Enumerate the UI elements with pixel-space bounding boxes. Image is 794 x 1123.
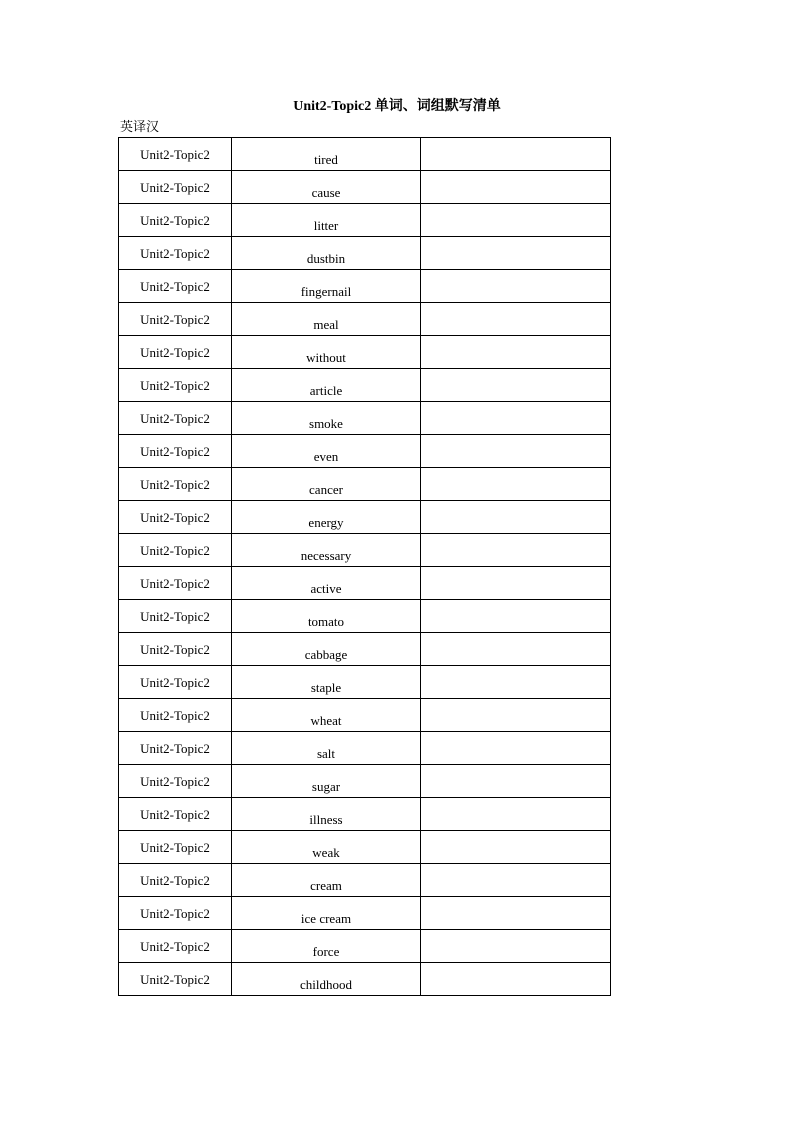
table-row (119, 534, 611, 567)
answer-cell[interactable] (421, 567, 611, 600)
word-cell: article (232, 369, 421, 402)
unit-cell: Unit2-Topic2 (119, 864, 232, 897)
answer-cell[interactable] (421, 303, 611, 336)
unit-cell: Unit2-Topic2 (119, 138, 232, 171)
answer-cell[interactable] (421, 336, 611, 369)
table-row (119, 699, 611, 732)
word-cell: weak (232, 831, 421, 864)
answer-cell[interactable] (421, 369, 611, 402)
answer-cell[interactable] (421, 534, 611, 567)
table-row (119, 831, 611, 864)
answer-cell[interactable] (421, 237, 611, 270)
word-cell: active (232, 567, 421, 600)
unit-cell: Unit2-Topic2 (119, 204, 232, 237)
answer-cell[interactable] (421, 897, 611, 930)
answer-cell[interactable] (421, 171, 611, 204)
unit-cell: Unit2-Topic2 (119, 732, 232, 765)
page-title: Unit2-Topic2 单词、词组默写清单 (293, 99, 501, 114)
word-cell: dustbin (232, 237, 421, 270)
unit-cell: Unit2-Topic2 (119, 336, 232, 369)
answer-cell[interactable] (421, 666, 611, 699)
word-cell: tomato (232, 600, 421, 633)
table-row (119, 402, 611, 435)
unit-cell: Unit2-Topic2 (119, 468, 232, 501)
word-cell: litter (232, 204, 421, 237)
vocab-table (118, 137, 611, 996)
unit-cell: Unit2-Topic2 (119, 237, 232, 270)
table-row (119, 864, 611, 897)
answer-cell[interactable] (421, 864, 611, 897)
word-cell: without (232, 336, 421, 369)
answer-cell[interactable] (421, 732, 611, 765)
word-cell: cancer (232, 468, 421, 501)
word-cell: force (232, 930, 421, 963)
unit-cell: Unit2-Topic2 (119, 534, 232, 567)
unit-cell: Unit2-Topic2 (119, 501, 232, 534)
answer-cell[interactable] (421, 699, 611, 732)
answer-cell[interactable] (421, 963, 611, 996)
word-cell: even (232, 435, 421, 468)
word-cell: illness (232, 798, 421, 831)
vocab-table-body (119, 138, 611, 996)
table-row (119, 138, 611, 171)
word-cell: cabbage (232, 633, 421, 666)
section-label: 英译汉 (120, 120, 160, 135)
unit-cell: Unit2-Topic2 (119, 930, 232, 963)
table-row (119, 633, 611, 666)
unit-cell: Unit2-Topic2 (119, 171, 232, 204)
unit-cell: Unit2-Topic2 (119, 303, 232, 336)
table-row (119, 237, 611, 270)
answer-cell[interactable] (421, 435, 611, 468)
table-row (119, 468, 611, 501)
unit-cell: Unit2-Topic2 (119, 666, 232, 699)
answer-cell[interactable] (421, 402, 611, 435)
word-cell: smoke (232, 402, 421, 435)
table-row (119, 567, 611, 600)
unit-cell: Unit2-Topic2 (119, 897, 232, 930)
answer-cell[interactable] (421, 633, 611, 666)
table-row (119, 270, 611, 303)
table-row (119, 171, 611, 204)
word-cell: tired (232, 138, 421, 171)
word-cell: cream (232, 864, 421, 897)
table-row (119, 732, 611, 765)
table-row (119, 897, 611, 930)
table-row (119, 303, 611, 336)
unit-cell: Unit2-Topic2 (119, 435, 232, 468)
unit-cell: Unit2-Topic2 (119, 270, 232, 303)
unit-cell: Unit2-Topic2 (119, 765, 232, 798)
unit-cell: Unit2-Topic2 (119, 402, 232, 435)
answer-cell[interactable] (421, 600, 611, 633)
answer-cell[interactable] (421, 501, 611, 534)
answer-cell[interactable] (421, 831, 611, 864)
table-row (119, 204, 611, 237)
word-cell: energy (232, 501, 421, 534)
word-cell: ice cream (232, 897, 421, 930)
table-row (119, 930, 611, 963)
table-row (119, 435, 611, 468)
word-cell: salt (232, 732, 421, 765)
answer-cell[interactable] (421, 204, 611, 237)
table-row (119, 666, 611, 699)
table-row (119, 798, 611, 831)
answer-cell[interactable] (421, 930, 611, 963)
word-cell: staple (232, 666, 421, 699)
word-cell: necessary (232, 534, 421, 567)
unit-cell: Unit2-Topic2 (119, 600, 232, 633)
word-cell: fingernail (232, 270, 421, 303)
table-row (119, 501, 611, 534)
table-row (119, 369, 611, 402)
answer-cell[interactable] (421, 798, 611, 831)
unit-cell: Unit2-Topic2 (119, 798, 232, 831)
table-row (119, 963, 611, 996)
unit-cell: Unit2-Topic2 (119, 633, 232, 666)
table-row (119, 600, 611, 633)
unit-cell: Unit2-Topic2 (119, 699, 232, 732)
answer-cell[interactable] (421, 765, 611, 798)
table-row (119, 765, 611, 798)
answer-cell[interactable] (421, 138, 611, 171)
answer-cell[interactable] (421, 270, 611, 303)
word-cell: wheat (232, 699, 421, 732)
unit-cell: Unit2-Topic2 (119, 963, 232, 996)
table-row (119, 336, 611, 369)
word-cell: childhood (232, 963, 421, 996)
word-cell: sugar (232, 765, 421, 798)
unit-cell: Unit2-Topic2 (119, 369, 232, 402)
word-cell: meal (232, 303, 421, 336)
unit-cell: Unit2-Topic2 (119, 831, 232, 864)
unit-cell: Unit2-Topic2 (119, 567, 232, 600)
answer-cell[interactable] (421, 468, 611, 501)
word-cell: cause (232, 171, 421, 204)
